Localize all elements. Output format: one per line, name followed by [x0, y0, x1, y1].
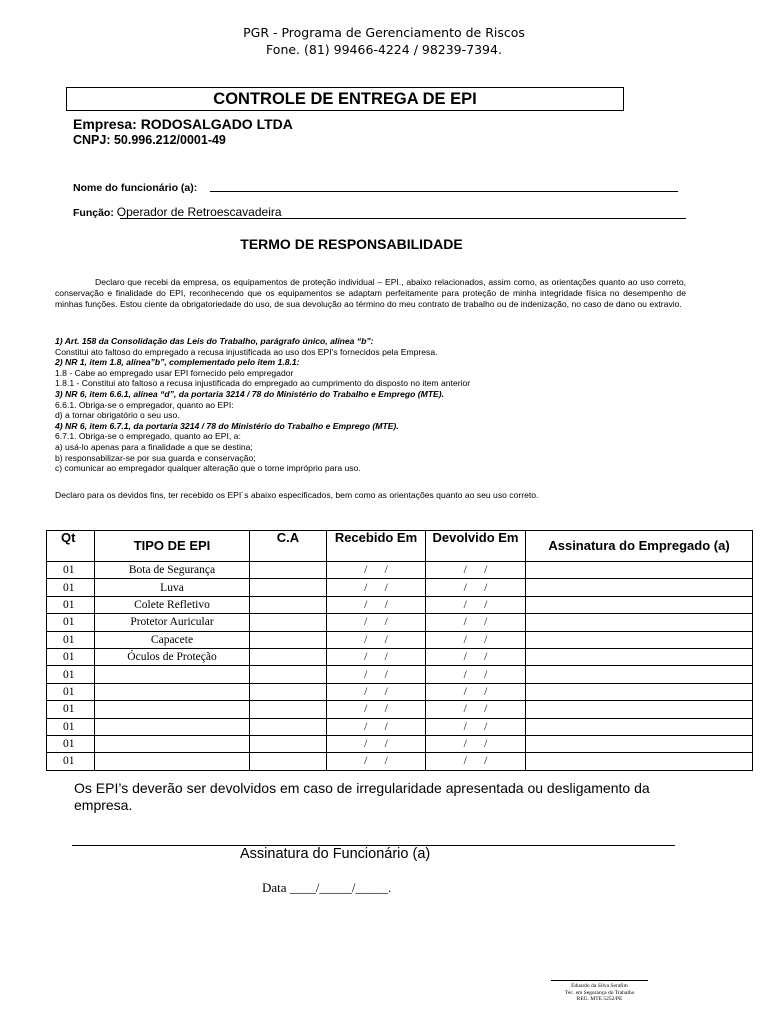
cell-qt: 01: [47, 701, 95, 718]
cell-ca[interactable]: [250, 735, 327, 752]
reference-line: d) a tornar obrigatório o seu uso.: [55, 410, 180, 421]
cell-recebido: / /: [327, 631, 426, 648]
funcao-value[interactable]: Operador de Retroescavadeira: [116, 205, 282, 219]
table-row: [47, 562, 753, 579]
cell-devolvido: / /: [426, 753, 526, 770]
funcao-field: [73, 205, 282, 219]
cell-devolvido: / /: [426, 631, 526, 648]
cell-assinatura[interactable]: [526, 666, 753, 683]
cell-devolvido: / /: [426, 648, 526, 665]
table-row: [47, 631, 753, 648]
cell-ca[interactable]: [250, 631, 327, 648]
table-row: [47, 579, 753, 596]
cell-devolvido: / /: [426, 596, 526, 613]
table-row: [47, 648, 753, 665]
cell-ca[interactable]: [250, 562, 327, 579]
stamp-role: Téc. em Segurança do Trabalho: [564, 989, 635, 996]
reference-line: a) usá-lo apenas para a finalidade a que se destina;: [55, 441, 253, 452]
reference-line: 1.8.1 - Constitui ato faltoso a recusa injustificada do empregado ao cumprimento do disposto no item anterior: [55, 378, 471, 389]
cell-recebido: / /: [327, 562, 426, 579]
reference-line: 1) Art. 158 da Consolidação das Leis do Trabalho, parágrafo único, alínea “b”:: [55, 336, 374, 346]
cell-tipo: [95, 735, 250, 752]
cell-tipo: [95, 666, 250, 683]
cell-tipo: [95, 718, 250, 735]
signature-label: Assinatura do Funcionário (a): [240, 846, 431, 862]
reference-line: 3) NR 6, item 6.6.1, alínea “d”, da portaria 3214 / 78 do Ministério do Trabalho e Emprego (MTE).: [55, 388, 445, 399]
cell-recebido: / /: [327, 753, 426, 770]
cell-ca[interactable]: [250, 666, 327, 683]
cell-recebido: / /: [327, 666, 426, 683]
cell-assinatura[interactable]: [526, 614, 753, 631]
cell-qt: 01: [47, 631, 95, 648]
cell-assinatura[interactable]: [526, 753, 753, 770]
cell-tipo: [95, 753, 250, 770]
reference-line: 4) NR 6, item 6.7.1, da portaria 3214 / 78 do Ministério do Trabalho e Emprego (MTE).: [55, 420, 399, 431]
cell-qt: 01: [47, 666, 95, 683]
cell-ca[interactable]: [250, 614, 327, 631]
nome-underline: [210, 191, 678, 192]
funcao-underline: [120, 218, 686, 219]
document-title: CONTROLE DE ENTREGA DE EPI: [66, 87, 624, 111]
col-ca: C.A: [250, 531, 327, 562]
funcao-label: Função:: [73, 207, 114, 219]
col-tipo: TIPO DE EPI: [95, 531, 250, 562]
cell-qt: 01: [47, 596, 95, 613]
col-assinatura: Assinatura do Empregado (a): [526, 531, 753, 562]
reference-line: 2) NR 1, item 1.8, alínea”b”, complementado pelo item 1.8.1:: [55, 357, 300, 368]
reference-line: 6.6.1. Obriga-se o empregador, quanto ao EPI:: [55, 399, 234, 410]
col-qt: Qt: [47, 531, 95, 562]
col-devolvido: Devolvido Em: [426, 531, 526, 562]
legal-references: [55, 336, 695, 474]
cell-recebido: / /: [327, 614, 426, 631]
cell-tipo: Capacete: [95, 631, 250, 648]
cell-assinatura[interactable]: [526, 701, 753, 718]
table-row: [47, 666, 753, 683]
cell-qt: 01: [47, 735, 95, 752]
signature-stamp: [551, 980, 648, 1003]
cell-recebido: / /: [327, 596, 426, 613]
cell-qt: 01: [47, 718, 95, 735]
cell-ca[interactable]: [250, 701, 327, 718]
cell-recebido: / /: [327, 579, 426, 596]
stamp-reg: REG. MTE 5252/PE: [576, 996, 623, 1002]
header-line-1: PGR - Programa de Gerenciamento de Riscos: [243, 25, 525, 40]
cell-devolvido: / /: [426, 614, 526, 631]
cell-ca[interactable]: [250, 753, 327, 770]
table-row: [47, 614, 753, 631]
cell-tipo: Luva: [95, 579, 250, 596]
cell-recebido: / /: [327, 735, 426, 752]
reference-line: c) comunicar ao empregador qualquer alteração que o torne impróprio para uso.: [55, 463, 361, 474]
table-row: [47, 718, 753, 735]
table-row: [47, 735, 753, 752]
stamp-name: Eduardo da Silva Serafim: [571, 983, 628, 989]
table-row: [47, 753, 753, 770]
cell-tipo: Protetor Auricular: [95, 614, 250, 631]
cell-qt: 01: [47, 753, 95, 770]
cell-assinatura[interactable]: [526, 648, 753, 665]
cell-devolvido: / /: [426, 718, 526, 735]
cell-tipo: [95, 683, 250, 700]
cell-devolvido: / /: [426, 666, 526, 683]
cell-tipo: Óculos de Proteção: [95, 648, 250, 665]
cell-recebido: / /: [327, 701, 426, 718]
cell-qt: 01: [47, 648, 95, 665]
reference-line: Constitui ato faltoso do empregado a recusa injustificada ao uso dos EPI’s fornecidos pela Empresa.: [55, 346, 438, 357]
cell-qt: 01: [47, 614, 95, 631]
cell-assinatura[interactable]: [526, 718, 753, 735]
cell-assinatura[interactable]: [526, 683, 753, 700]
cell-tipo: Bota de Segurança: [95, 562, 250, 579]
cell-devolvido: / /: [426, 683, 526, 700]
cell-assinatura[interactable]: [526, 735, 753, 752]
cell-recebido: / /: [327, 718, 426, 735]
cell-ca[interactable]: [250, 683, 327, 700]
table-header-row: [47, 531, 753, 562]
reference-line: 1.8 - Cabe ao empregado usar EPI fornecido pelo empregador: [55, 367, 294, 378]
date-field[interactable]: Data ____/_____/_____.: [262, 880, 392, 895]
table-row: [47, 596, 753, 613]
cell-ca[interactable]: [250, 718, 327, 735]
header-line-2: Fone. (81) 99466-4224 / 98239-7394.: [266, 42, 502, 57]
reference-line: 6.7.1. Obriga-se o empregado, quanto ao EPI, a:: [55, 431, 241, 442]
table-row: [47, 683, 753, 700]
cell-assinatura[interactable]: [526, 631, 753, 648]
cell-assinatura[interactable]: [526, 596, 753, 613]
cell-devolvido: / /: [426, 735, 526, 752]
cell-tipo: [95, 701, 250, 718]
cell-qt: 01: [47, 683, 95, 700]
declaracao-paragraph: [55, 277, 686, 310]
cell-recebido: / /: [327, 683, 426, 700]
cell-ca[interactable]: [250, 579, 327, 596]
cell-qt: 01: [47, 579, 95, 596]
nome-label: Nome do funcionário (a):: [73, 182, 198, 194]
cell-assinatura[interactable]: [526, 579, 753, 596]
termo-title: TERMO DE RESPONSABILIDADE: [240, 236, 463, 252]
nome-field: [73, 180, 197, 194]
cell-devolvido: / /: [426, 562, 526, 579]
cell-devolvido: / /: [426, 579, 526, 596]
cnpj: CNPJ: 50.996.212/0001-49: [73, 133, 226, 147]
col-recebido: Recebido Em: [327, 531, 426, 562]
epi-table: [46, 530, 753, 771]
cell-devolvido: / /: [426, 701, 526, 718]
devolucao-note: Os EPI’s deverão ser devolvidos em caso de irregularidade apresentada ou desligamento da empresa.: [74, 780, 650, 813]
declaracao-recebimento: Declaro para os devidos fins, ter recebido os EPI´s abaixo especificados, bem como as orientações quanto ao seu uso correto.: [55, 490, 539, 500]
cell-recebido: / /: [327, 648, 426, 665]
cell-assinatura[interactable]: [526, 562, 753, 579]
reference-line: b) responsabilizar-se por sua guarda e conservação;: [55, 452, 256, 463]
cell-ca[interactable]: [250, 596, 327, 613]
cell-tipo: Colete Refletivo: [95, 596, 250, 613]
cell-qt: 01: [47, 562, 95, 579]
empresa: Empresa: RODOSALGADO LTDA: [73, 116, 293, 132]
cell-ca[interactable]: [250, 648, 327, 665]
table-row: [47, 701, 753, 718]
declaracao-text: Declaro que recebi da empresa, os equipamentos de proteção individual – EPI., abaixo relacionados, assim como, as orientações quanto ao uso correto, conservação e finalidade do EPI, reconhecendo que os equipamentos se adaptam perfeitamente para proteção de minha integridade física no desempenho de minhas funções. Estou ciente da obrigatoriedade do uso, de sua devolução ao término do meu contrato de trabalho ou de indenização, no caso de dano ou extravio.: [55, 277, 686, 309]
